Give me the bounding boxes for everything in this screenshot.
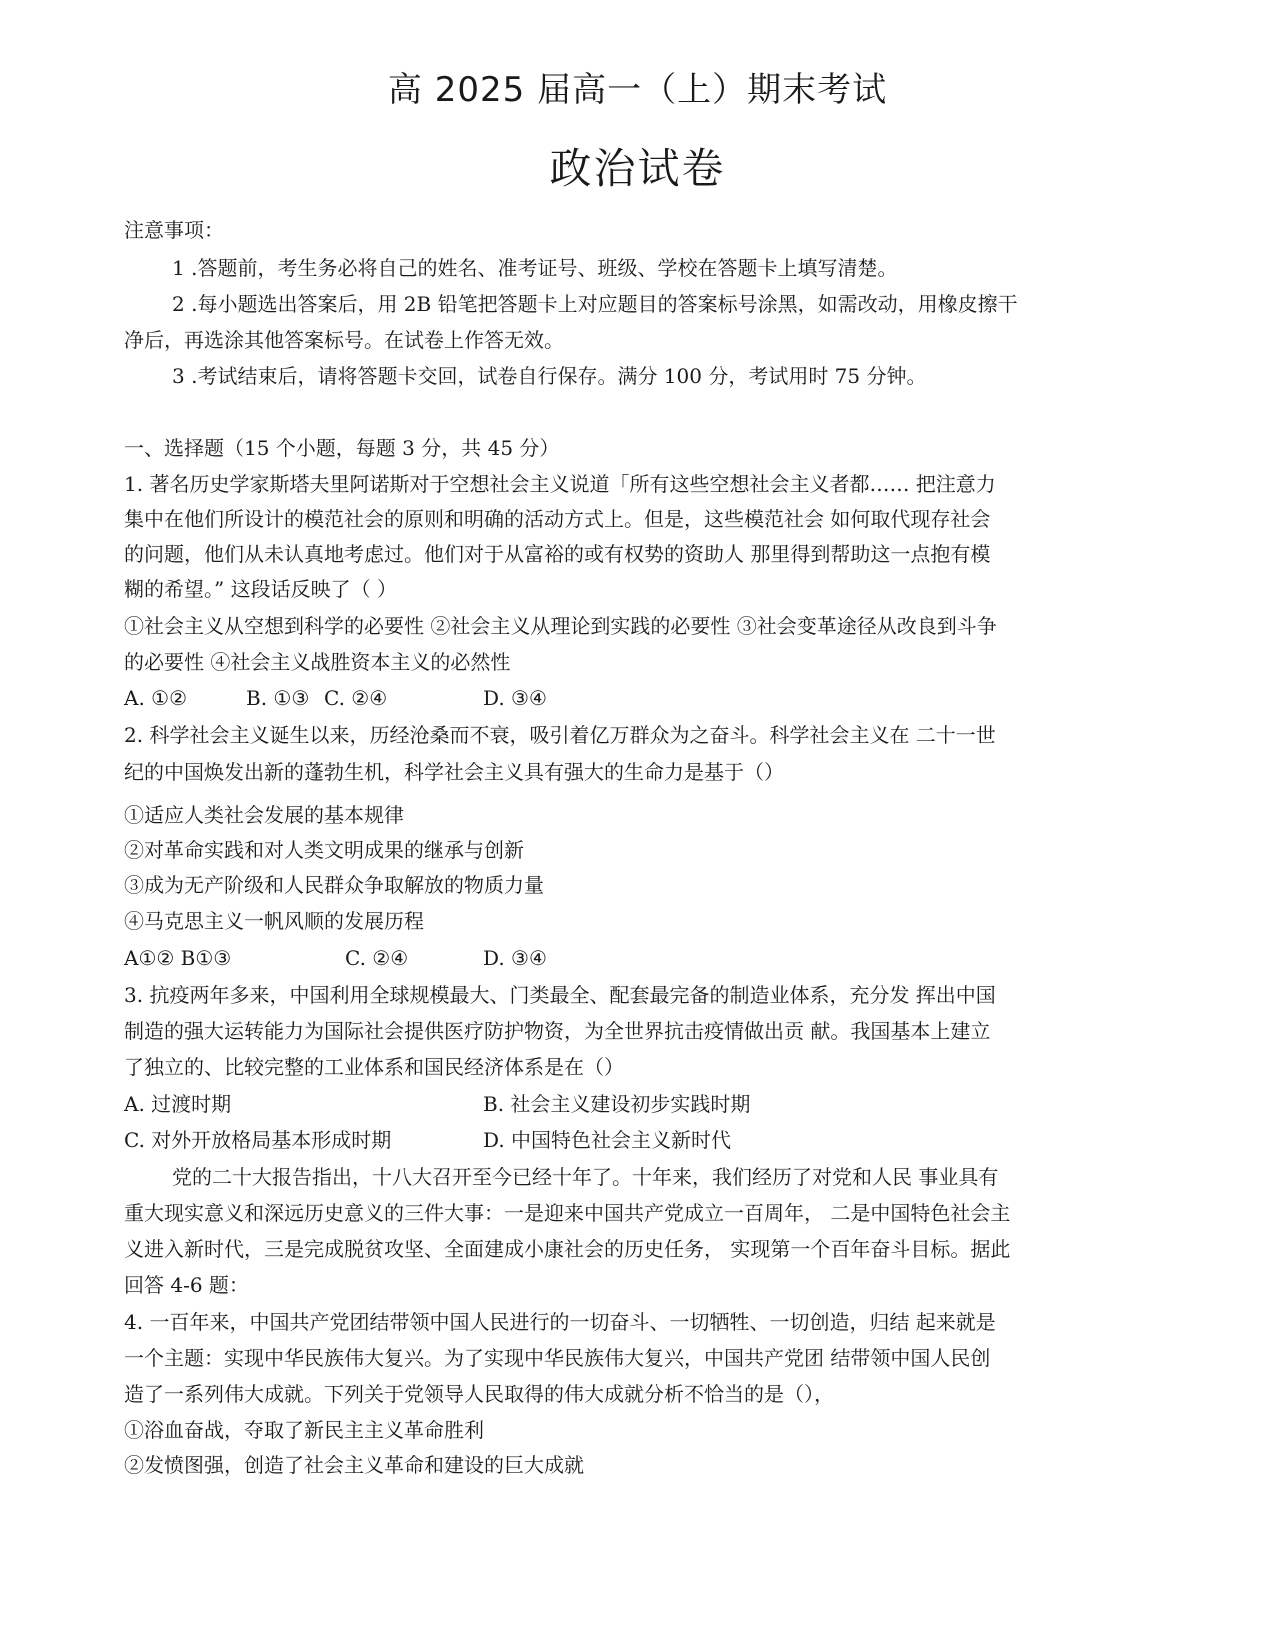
q1-stem-line-3: 的问题，他们从未认真地考虑过。他们对于从富裕的或有权势的资助人 那里得到帮助这一点抱有模 (124, 542, 991, 566)
material-line-3: 义进入新时代，三是完成脱贫攻坚、全面建成小康社会的历史任务， 实现第一个百年奋斗目标。据此 (124, 1237, 1011, 1261)
q3-stem-line-1: 3. 抗疫两年多来，中国利用全球规模最大、门类最全、配套最完备的制造业体系，充分发 挥出中国 (124, 983, 996, 1007)
q3-option-a: A. 过渡时期 (124, 1092, 232, 1116)
notice-item-3: 3 .考试结束后，请将答题卡交回，试卷自行保存。满分 100 分，考试用时 75 分钟。 (172, 364, 927, 388)
q2-option-d: D. ③④ (483, 946, 547, 970)
q2-stem-line-1: 2. 科学社会主义诞生以来，历经沧桑而不衰，吸引着亿万群众为之奋斗。科学社会主义在 二十一世 (124, 723, 996, 747)
q3-stem-line-3: 了独立的、比较完整的工业体系和国民经济体系是在（） (124, 1055, 624, 1079)
q1-option-a: A. ①② (124, 686, 188, 710)
q2-stem-line-2: 纪的中国焕发出新的蓬勃生机，科学社会主义具有强大的生命力是基于（） (124, 760, 784, 784)
q4-statement-2: ②发愤图强，创造了社会主义革命和建设的巨大成就 (124, 1453, 584, 1477)
q2-option-ab: A①② B①③ (124, 946, 232, 970)
notice-item-2-line-1: 2 .每小题选出答案后，用 2B 铅笔把答题卡上对应题目的答案标号涂黑，如需改动，用橡皮擦干 (172, 292, 1018, 316)
q4-stem-line-2: 一个主题：实现中华民族伟大复兴。为了实现中华民族伟大复兴，中国共产党团 结带领中国人民创 (124, 1346, 991, 1370)
q4-stem-line-3: 造了一系列伟大成就。下列关于党领导人民取得的伟大成就分析不恰当的是（）， (124, 1382, 834, 1406)
material-line-1: 党的二十大报告指出，十八大召开至今已经十年了。十年来，我们经历了对党和人民 事业具有 (172, 1165, 999, 1189)
exam-title: 高 2025 届高一（上）期末考试 (387, 70, 888, 110)
q3-option-d: D. 中国特色社会主义新时代 (483, 1128, 732, 1152)
material-line-2: 重大现实意义和深远历史意义的三件大事：一是迎来中国共产党成立一百周年， 二是中国特色社会主 (124, 1201, 1011, 1225)
q4-statement-1: ①浴血奋战，夺取了新民主主义革命胜利 (124, 1418, 484, 1442)
section-heading: 一、选择题（15 个小题，每题 3 分，共 45 分） (124, 436, 560, 460)
q2-statement-3: ③成为无产阶级和人民群众争取解放的物质力量 (124, 873, 544, 897)
q3-option-b: B. 社会主义建设初步实践时期 (483, 1092, 751, 1116)
q2-statement-1: ①适应人类社会发展的基本规律 (124, 803, 404, 827)
paper-title: 政治试卷 (549, 144, 726, 193)
q1-stem-line-2: 集中在他们所设计的模范社会的原则和明确的活动方式上。但是，这些模范社会 如何取代现存社会 (124, 507, 991, 531)
material-line-4: 回答 4-6 题： (124, 1273, 249, 1297)
q1-statements-line-2: 的必要性 ④社会主义战胜资本主义的必然性 (124, 650, 511, 674)
q2-statement-4: ④马克思主义一帆风顺的发展历程 (124, 909, 424, 933)
notice-item-2-line-2: 净后，再选涂其他答案标号。在试卷上作答无效。 (124, 328, 564, 352)
q1-stem-line-4: 糊的希望。” 这段话反映了（ ） (124, 577, 397, 601)
q1-option-c: C. ②④ (324, 686, 388, 710)
q1-statements-line-1: ①社会主义从空想到科学的必要性 ②社会主义从理论到实践的必要性 ③社会变革途径从改良到斗争 (124, 614, 997, 638)
q1-option-b: B. ①③ (246, 686, 310, 710)
q1-option-d: D. ③④ (483, 686, 547, 710)
q4-stem-line-1: 4. 一百年来，中国共产党团结带领中国人民进行的一切奋斗、一切牺牲、一切创造，归结 起来就是 (124, 1310, 996, 1334)
notice-item-1: 1 .答题前，考生务必将自己的姓名、准考证号、班级、学校在答题卡上填写清楚。 (172, 256, 898, 280)
q3-option-c: C. 对外开放格局基本形成时期 (124, 1128, 392, 1152)
q2-option-c: C. ②④ (345, 946, 409, 970)
notice-heading: 注意事项： (124, 218, 224, 242)
q1-stem-line-1: 1. 著名历史学家斯塔夫里阿诺斯对于空想社会主义说道「所有这些空想社会主义者都…… 把注意力 (124, 472, 996, 496)
q2-statement-2: ②对革命实践和对人类文明成果的继承与创新 (124, 838, 524, 862)
q3-stem-line-2: 制造的强大运转能力为国际社会提供医疗防护物资，为全世界抗击疫情做出贡 献。我国基本上建立 (124, 1019, 991, 1043)
